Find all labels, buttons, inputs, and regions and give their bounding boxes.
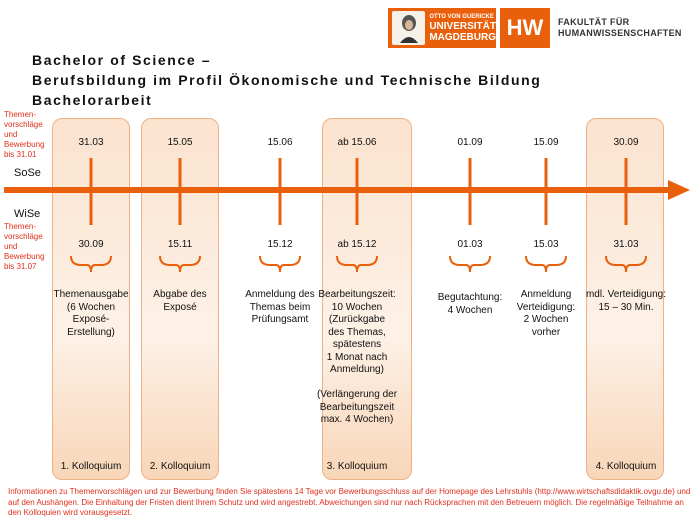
step-top-date: 15.05: [167, 137, 193, 148]
step-brace: [337, 256, 377, 272]
sose-application-note: Themen- vorschläge und Bewerbung bis 31.01: [4, 110, 45, 159]
kolloquium-label: 1. Kolloquium: [60, 461, 122, 472]
step-bottom-date: 15.12: [267, 239, 293, 250]
step-description: Begutachtung: 4 Wochen: [437, 292, 503, 316]
step-top-date: 01.09: [457, 137, 483, 148]
step-bottom-date: 31.03: [613, 239, 639, 250]
uni-line1: OTTO VON GUERICKE: [429, 14, 494, 20]
step-bottom-date: 15.11: [167, 239, 193, 250]
wise-application-note: Themen- vorschläge und Bewerbung bis 31.07: [4, 222, 45, 271]
faculty-line2: HUMANWISSENSCHAFTEN: [558, 28, 682, 38]
title-line2: Berufsbildung im Profil Ökonomische und Technische Bildung: [32, 72, 542, 88]
hw-logo: HW: [500, 8, 550, 48]
step-brace: [260, 256, 300, 272]
step-top-date: 30.09: [613, 137, 639, 148]
step-top-date: 31.03: [78, 137, 104, 148]
step-bottom-date: 30.09: [78, 239, 104, 250]
step-bottom-date: 01.03: [457, 239, 483, 250]
step-brace: [606, 256, 646, 272]
uni-line2: UNIVERSITÄT: [429, 21, 496, 32]
kolloquium-label: 4. Kolloquium: [595, 461, 657, 472]
step-bottom-date: ab 15.12: [337, 239, 377, 250]
footer-note: Informationen zu Themenvorschlägen und zur Bewerbung finden Sie spätestens 14 Tage vor Bewerbungsschluss auf der Homepage des Lehrstuhls (http://www.wirtschaftsdidaktik.ovgu.de) und auf den Aushängen. Die Einhaltung der Fristen dient Ihrem Schutz und wird angestrebt. Abweichungen sind nur nach Rücksprachen mit den Betreuern möglich. Die regelmäßige Teilnahme an den Kolloquien wird vorausgesetzt.: [8, 487, 691, 517]
step-description: Themenausgabe (6 Wochen Exposé- Erstellung): [53, 289, 129, 338]
step-top-date: ab 15.06: [337, 137, 377, 148]
step-brace: [71, 256, 111, 272]
sose-label: SoSe: [14, 167, 41, 179]
step-description: Anmeldung Verteidigung: 2 Wochen vorher: [516, 289, 576, 338]
faculty-line1: FAKULTÄT FÜR: [558, 17, 630, 27]
step-top-date: 15.06: [267, 137, 293, 148]
kolloquium-label: 3. Kolloquium: [326, 461, 388, 472]
kolloquium-label: 2. Kolloquium: [149, 461, 211, 472]
step-brace: [450, 256, 490, 272]
wise-label: WiSe: [14, 208, 41, 220]
step-description: Abgabe des Exposé: [153, 289, 207, 313]
title-line3: Bachelorarbeit: [32, 92, 153, 108]
step-description: Bearbeitungszeit: 10 Wochen (Zurückgabe des Themas, spätestens 1 Monat nach Anmeldung) (Verlängerung der Bearbeitungszeit max. 4 Wochen): [316, 289, 398, 425]
step-description: Anmeldung des Themas beim Prüfungsamt: [245, 289, 315, 325]
step-brace: [526, 256, 566, 272]
step-description: mdl. Verteidigung: 15 – 30 Min.: [585, 289, 667, 313]
title-line1: Bachelor of Science –: [32, 52, 212, 68]
step-bottom-date: 15.03: [533, 239, 559, 250]
step-top-date: 15.09: [533, 137, 559, 148]
uni-line3: MAGDEBURG: [429, 32, 496, 43]
timeline-arrow: [4, 180, 690, 200]
step-brace: [160, 256, 200, 272]
